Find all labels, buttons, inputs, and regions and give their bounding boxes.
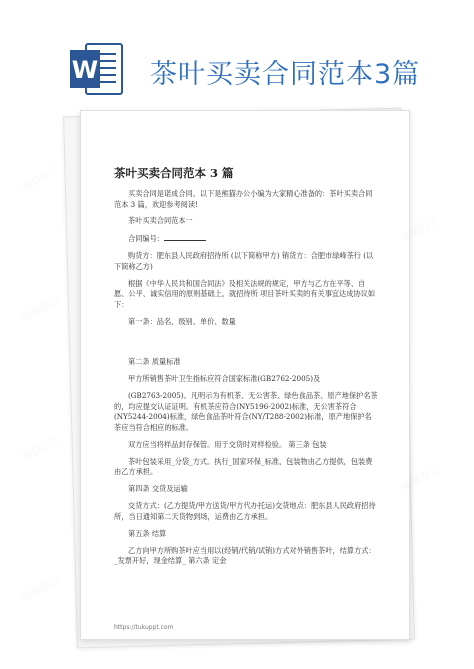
word-icon [68, 40, 126, 98]
watermark: 熊猫办公 [20, 294, 62, 324]
watermark: 熊猫办公 [400, 214, 442, 244]
settlement-paragraph: 乙方向甲方所购茶叶应当用以(经销/代销/试销)方式对外销售茶叶，结算方式：_发票开好，现金结算_ 第六条 定金 [114, 545, 376, 566]
clause-four: 第四条 交货及运输 [128, 484, 188, 494]
document-title: 茶叶买卖合同范本 3 篇 [114, 166, 234, 180]
page-title: 茶叶买卖合同范本3篇 [150, 59, 421, 90]
document-page [80, 110, 410, 640]
quality-detail: (GB2763-2005)。凡明示为有机茶、无公害茶、绿色食品茶、原产地保护名茶的，均应提交认证证明。有机茶应符合(NY5196-2002)标准，无公害茶符合(NY5244-2004)标准，绿色食品茶叶符合(NY/T288-2002)标准，原产地保护名茶应当符合相应的标准。 [114, 391, 378, 432]
watermark: 熊猫办公 [20, 574, 62, 604]
blank-line [164, 233, 206, 241]
delivery-paragraph: 交货方式：(乙方提货/甲方送货/甲方代办托运)交货地点：肥东县人民政府招待所，当日通知第二天货物到场，运费由乙方承担。 [114, 501, 376, 521]
watermark: 熊猫办公 [20, 434, 62, 464]
parties-paragraph: 购货方：肥东县人民政府招待所 (以下简称甲方) 销货方：合肥市绿峰茶行 (以下简称乙方) [114, 251, 374, 271]
packaging-paragraph: 茶叶包装采用_分袋_方式。执行_国家环保_标准，包装物由乙方提供，包装费由乙方承担。 [114, 456, 373, 477]
quality-standard: 甲方所销售茶叶卫生指标应符合国家标准(GB2762-2005)及 [128, 374, 321, 384]
clause-one: 第一条：品名、级别、单价、数量 [128, 316, 236, 326]
contract-number-label: 合同编号： [128, 234, 164, 244]
basis-paragraph: 根据《中华人民共和国合同法》及相关法规的规定，甲方与乙方在平等、自愿、公平、诚实信用的原则基础上，就招待所 项目茶叶买卖的有关事宜达成协议如下： [114, 278, 376, 309]
sample-paragraph: 双方应当将样品封存保管。用于交货时对样检验。 第三条 包装 [128, 439, 327, 449]
header [0, 0, 474, 100]
document-body [114, 189, 378, 573]
clause-five: 第五条 结算 [128, 528, 167, 538]
clause-two: 第二条 质量标准 [128, 357, 181, 367]
watermark: 熊猫办公 [400, 464, 442, 494]
intro-paragraph: 买卖合同是诺成合同。以下是熊猫办公小编为大家精心准备的：茶叶买卖合同范本 3 篇，欢迎参考阅读! [114, 189, 373, 209]
watermark: 熊猫办公 [20, 164, 62, 194]
contract-heading: 茶叶买卖合同范本一 [128, 216, 193, 226]
contract-number [114, 233, 378, 245]
source-url: https://tukuppt.com [114, 624, 174, 631]
word-icon-letter: W [71, 56, 99, 84]
